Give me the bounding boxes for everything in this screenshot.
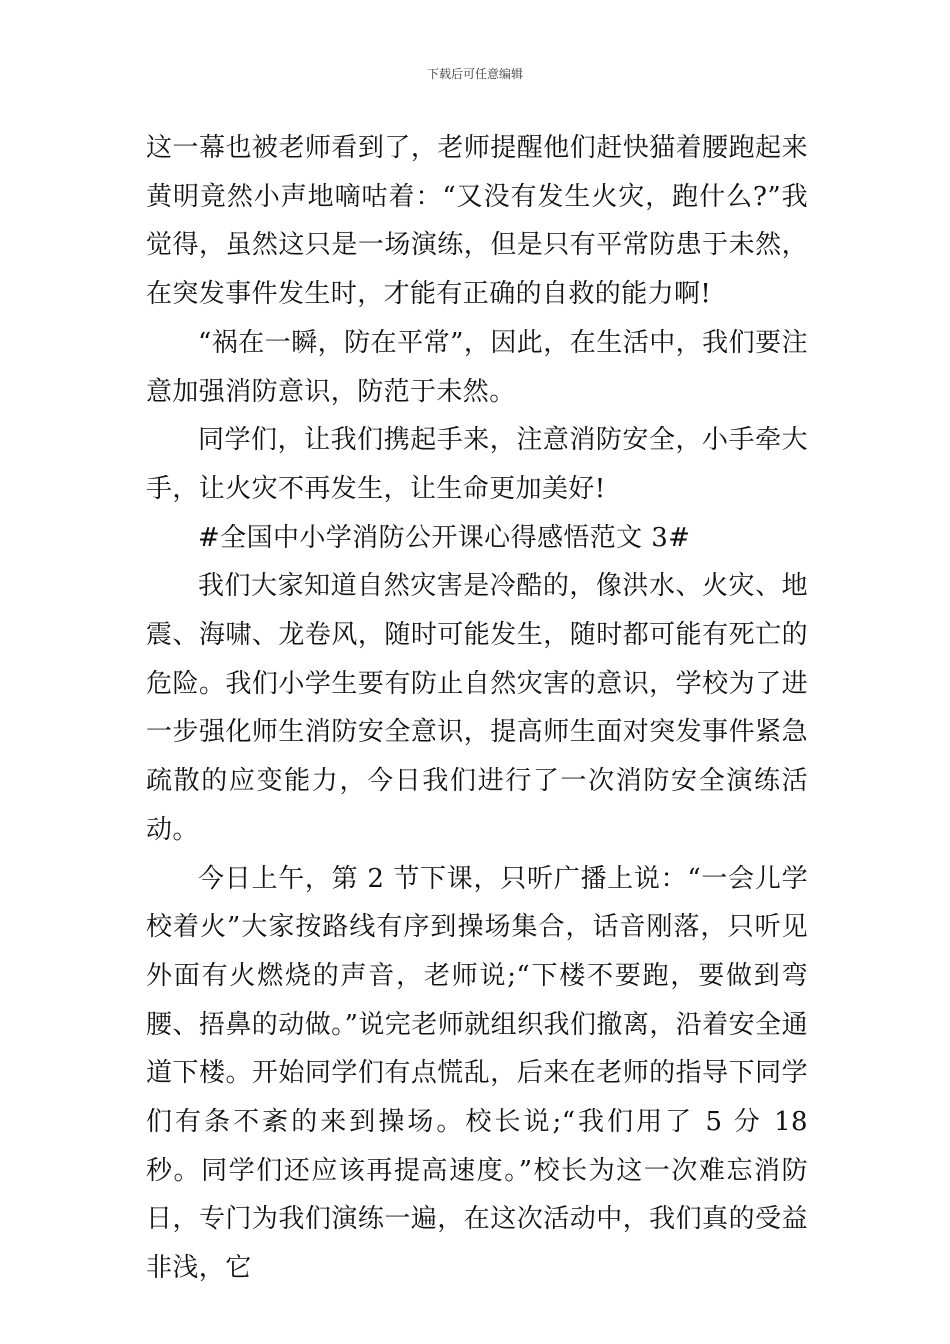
section-heading: #全国中小学消防公开课心得感悟范文 3# <box>198 522 691 553</box>
paragraph-call-to-action: 同学们，让我们携起手来，注意消防安全，小手牵大手，让火灾不再发生，让生命更加美好! <box>146 425 808 504</box>
page-header: 下载后可任意编辑 <box>426 67 523 81</box>
paragraph-disaster-awareness: 我们大家知道自然灾害是冷酷的，像洪水、火灾、地震、海啸、龙卷风，随时可能发生，随时都可能有死亡的危险。我们小学生要有防止自然灾害的意识，学校为了进一步强化师生消防安全意识，提高师生面对突发事件紧急疏散的应变能力，今日我们进行了一次消防安全演练活动。 <box>146 571 808 845</box>
paragraph-continuation: 这一幕也被老师看到了，老师提醒他们赶快猫着腰跑起来黄明竟然小声地嘀咕着：“又没有发生火灾，跑什么?”我觉得，虽然这只是一场演练，但是只有平常防患于未然，在突发事件发生时，才能有正确的自救的能力啊! <box>146 133 808 310</box>
paragraph-drill-account: 今日上午，第 2 节下课，只听广播上说：“一会儿学校着火”大家按路线有序到操场集合，话音刚落，只听见外面有火燃烧的声音，老师说;“下楼不要跑，要做到弯腰、捂鼻的动做。”说完老师就组织我们撤离，沿着安全通道下楼。开始同学们有点慌乱，后来在老师的指导下同学们有条不紊的来到操场。校长说;“我们用了 5 分 18 秒。同学们还应该再提高速度。”校长为这一次难忘消防日，专门为我们演练一遍，在这次活动中，我们真的受益非浅，它 <box>146 863 808 1284</box>
paragraph-prevention-quote: “祸在一瞬，防在平常”，因此，在生活中，我们要注意加强消防意识，防范于未然。 <box>146 327 808 407</box>
document-body <box>146 124 808 1293</box>
